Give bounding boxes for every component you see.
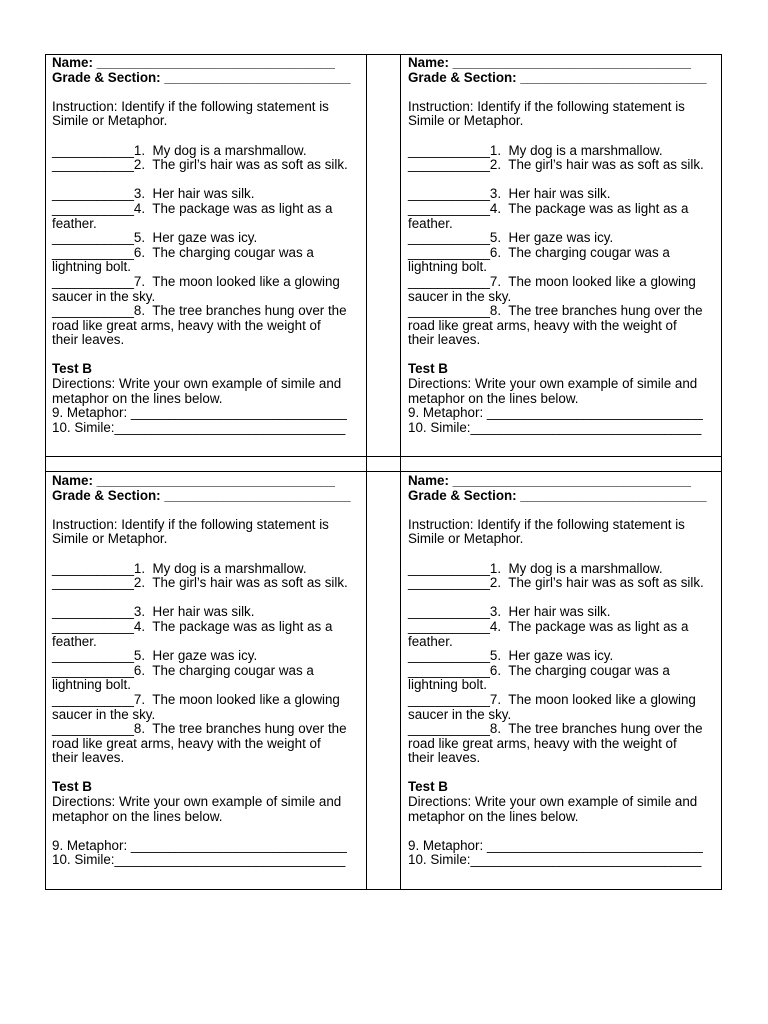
question-item: ___________7. The moon looked like a glowing bbox=[52, 273, 340, 289]
question-item-cont: their leaves. bbox=[408, 750, 481, 766]
question-item: ___________4. The package was as light as a bbox=[52, 200, 333, 216]
quiz-card-bottom-left bbox=[52, 474, 362, 868]
question-item: ___________4. The package was as light as a bbox=[408, 618, 689, 634]
question-item: ___________1. My dog is a marshmallow. bbox=[408, 142, 663, 158]
question-item: ___________4. The package was as light as a bbox=[52, 618, 333, 634]
quiz-card-bottom-right bbox=[408, 474, 718, 868]
question-item-cont: lightning bolt. bbox=[52, 677, 131, 693]
instruction-text: Instruction: Identify if the following statement is bbox=[408, 98, 685, 114]
instruction-text: Instruction: Identify if the following statement is bbox=[408, 516, 685, 532]
question-item-cont: road like great arms, heavy with the weight of bbox=[52, 735, 321, 751]
metaphor-answer-line: 9. Metaphor: _____________________________ bbox=[408, 405, 703, 421]
name-field: Name: ________________________________ bbox=[408, 55, 691, 70]
question-item: ___________2. The girl’s hair was as soft as silk. bbox=[408, 575, 704, 591]
question-item: ___________5. Her gaze was icy. bbox=[52, 648, 258, 664]
question-item: ___________8. The tree branches hung over the bbox=[52, 721, 347, 737]
instruction-text: Instruction: Identify if the following statement is bbox=[52, 516, 329, 532]
question-item: ___________4. The package was as light as a bbox=[408, 200, 689, 216]
question-item: ___________5. Her gaze was icy. bbox=[408, 230, 614, 246]
question-item-cont: road like great arms, heavy with the weight of bbox=[408, 317, 677, 333]
question-item: ___________5. Her gaze was icy. bbox=[408, 648, 614, 664]
grade-section-field: Grade & Section: _________________________ bbox=[408, 69, 707, 85]
directions-text: Directions: Write your own example of simile and bbox=[52, 376, 342, 392]
simile-answer-line: 10. Simile:_______________________________ bbox=[52, 419, 346, 435]
instruction-text: Simile or Metaphor. bbox=[408, 113, 524, 129]
question-item: ___________3. Her hair was silk. bbox=[408, 186, 611, 202]
question-item: ___________3. Her hair was silk. bbox=[52, 604, 255, 620]
metaphor-answer-line: 9. Metaphor: _____________________________ bbox=[408, 837, 703, 853]
instruction-text: Simile or Metaphor. bbox=[52, 113, 168, 129]
instruction-text: Simile or Metaphor. bbox=[52, 531, 168, 547]
question-item: ___________8. The tree branches hung over the bbox=[408, 303, 703, 319]
question-item-cont: feather. bbox=[52, 215, 97, 231]
row-divider bbox=[46, 471, 721, 472]
simile-answer-line: 10. Simile:_______________________________ bbox=[408, 419, 702, 435]
question-item-cont: saucer in the sky. bbox=[408, 288, 512, 304]
question-item: ___________8. The tree branches hung over the bbox=[52, 303, 347, 319]
question-item-cont: lightning bolt. bbox=[408, 259, 487, 275]
directions-text: Directions: Write your own example of simile and bbox=[52, 794, 342, 810]
simile-answer-line: 10. Simile:_______________________________ bbox=[52, 852, 346, 868]
instruction-text: Simile or Metaphor. bbox=[408, 531, 524, 547]
question-item: ___________1. My dog is a marshmallow. bbox=[408, 560, 663, 576]
question-item: ___________2. The girl’s hair was as soft as silk. bbox=[52, 575, 348, 591]
question-item: ___________3. Her hair was silk. bbox=[52, 186, 255, 202]
question-item: ___________6. The charging cougar was a bbox=[408, 662, 670, 678]
question-item-cont: their leaves. bbox=[408, 332, 481, 348]
question-item-cont: road like great arms, heavy with the weight of bbox=[408, 735, 677, 751]
directions-text: metaphor on the lines below. bbox=[52, 808, 223, 824]
question-item: ___________2. The girl’s hair was as soft as silk. bbox=[408, 157, 704, 173]
question-item: ___________6. The charging cougar was a bbox=[408, 244, 670, 260]
question-item: ___________2. The girl’s hair was as soft as silk. bbox=[52, 157, 348, 173]
test-b-heading: Test B bbox=[52, 779, 92, 795]
question-item-cont: lightning bolt. bbox=[408, 677, 487, 693]
question-item: ___________7. The moon looked like a glowing bbox=[408, 273, 696, 289]
question-item-cont: saucer in the sky. bbox=[408, 706, 512, 722]
directions-text: metaphor on the lines below. bbox=[408, 808, 579, 824]
grade-section-field: Grade & Section: _________________________ bbox=[52, 69, 351, 85]
directions-text: Directions: Write your own example of simile and bbox=[408, 376, 698, 392]
question-item: ___________7. The moon looked like a glowing bbox=[408, 691, 696, 707]
question-item: ___________1. My dog is a marshmallow. bbox=[52, 142, 307, 158]
question-item-cont: saucer in the sky. bbox=[52, 706, 156, 722]
directions-text: Directions: Write your own example of simile and bbox=[408, 794, 698, 810]
metaphor-answer-line: 9. Metaphor: _____________________________ bbox=[52, 837, 347, 853]
grade-section-field: Grade & Section: _________________________ bbox=[408, 487, 707, 503]
quiz-card-top-left bbox=[52, 56, 362, 435]
test-b-heading: Test B bbox=[52, 361, 92, 377]
column-divider bbox=[400, 55, 401, 889]
question-item-cont: their leaves. bbox=[52, 332, 125, 348]
directions-text: metaphor on the lines below. bbox=[52, 390, 223, 406]
question-item: ___________6. The charging cougar was a bbox=[52, 244, 314, 260]
metaphor-answer-line: 9. Metaphor: _____________________________ bbox=[52, 405, 347, 421]
quiz-card-top-right bbox=[408, 56, 718, 435]
simile-answer-line: 10. Simile:_______________________________ bbox=[408, 852, 702, 868]
question-item-cont: their leaves. bbox=[52, 750, 125, 766]
question-item: ___________3. Her hair was silk. bbox=[408, 604, 611, 620]
worksheet-sheet bbox=[45, 54, 722, 890]
column-divider bbox=[366, 55, 367, 889]
test-b-heading: Test B bbox=[408, 361, 448, 377]
question-item: ___________5. Her gaze was icy. bbox=[52, 230, 258, 246]
name-field: Name: ________________________________ bbox=[52, 473, 335, 488]
instruction-text: Instruction: Identify if the following statement is bbox=[52, 98, 329, 114]
question-item-cont: feather. bbox=[408, 215, 453, 231]
name-field: Name: ________________________________ bbox=[52, 55, 335, 70]
name-field: Name: ________________________________ bbox=[408, 473, 691, 488]
question-item-cont: saucer in the sky. bbox=[52, 288, 156, 304]
row-divider bbox=[46, 456, 721, 457]
question-item: ___________1. My dog is a marshmallow. bbox=[52, 560, 307, 576]
question-item-cont: feather. bbox=[408, 633, 453, 649]
test-b-heading: Test B bbox=[408, 779, 448, 795]
directions-text: metaphor on the lines below. bbox=[408, 390, 579, 406]
question-item: ___________6. The charging cougar was a bbox=[52, 662, 314, 678]
question-item-cont: road like great arms, heavy with the weight of bbox=[52, 317, 321, 333]
question-item-cont: lightning bolt. bbox=[52, 259, 131, 275]
question-item: ___________7. The moon looked like a glowing bbox=[52, 691, 340, 707]
question-item-cont: feather. bbox=[52, 633, 97, 649]
question-item: ___________8. The tree branches hung over the bbox=[408, 721, 703, 737]
grade-section-field: Grade & Section: _________________________ bbox=[52, 487, 351, 503]
